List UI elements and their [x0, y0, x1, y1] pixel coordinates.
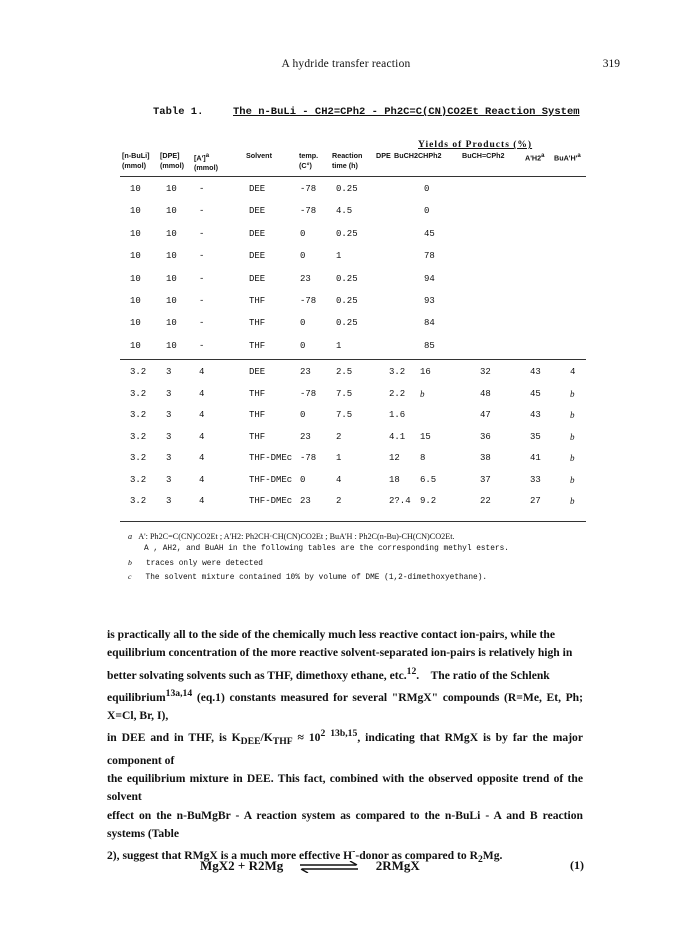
table-cell: -: [199, 251, 205, 262]
table-cell: 45: [530, 388, 541, 399]
table-cell: 6.5: [420, 474, 437, 485]
table-cell: 1.6: [389, 410, 406, 420]
table-cell: 10: [130, 206, 141, 217]
table-cell: 10: [130, 184, 141, 194]
table-cell: -: [199, 318, 205, 329]
table-cell: 3: [166, 453, 172, 463]
table-cell: 2: [336, 496, 342, 506]
footnote-a-line2: A , AH2, and BuAH in the following tables are the corresponding methyl esters.: [144, 545, 509, 553]
table-cell: 4.5: [336, 206, 353, 217]
table-cell: THF-DMEc: [249, 474, 293, 485]
table-cell: 7.5: [336, 410, 353, 420]
table-cell: 10: [166, 228, 177, 239]
body-line-1: is practically all to the side of the chemically much less reactive contact ion-pairs, while the: [107, 628, 556, 641]
table-cell: 3.2: [130, 453, 147, 463]
table-cell: 0: [300, 340, 306, 351]
table-cell: 12: [389, 453, 400, 463]
table-caption: [153, 106, 580, 118]
table-cell: 10: [130, 296, 141, 306]
table-cell: 23: [300, 367, 311, 377]
table-rule-middle: [120, 359, 586, 360]
body-line-7: effect on the n-BuMgBr - A reaction system as compared to the n-BuLi - A and B reaction systems (Table: [107, 808, 583, 840]
table-cell: 3.2: [130, 496, 147, 506]
col-head-nbuli: [n-BuLi] (mmol): [122, 151, 150, 170]
table-cell: 78: [424, 251, 435, 262]
table-cell: 2: [336, 431, 342, 442]
equation-1: [200, 858, 420, 874]
col-head-dpe-yield: DPE: [376, 151, 391, 160]
footnote-b: b traces only were detected: [128, 558, 263, 568]
table-cell: -: [199, 273, 205, 284]
equilibrium-arrow-icon: [296, 861, 362, 873]
table-cell: 10: [130, 251, 141, 262]
table-cell: 43: [530, 367, 541, 377]
table-cell: 3: [166, 496, 172, 506]
table-cell: 10: [130, 318, 141, 329]
table-cell: -78: [300, 388, 317, 399]
table-cell: 4: [199, 474, 205, 485]
table-cell: 23: [300, 431, 311, 442]
table-cell: 10: [166, 273, 177, 284]
table-cell: 47: [480, 410, 491, 420]
table-cell: 23: [300, 496, 311, 506]
body-line-8: 2), suggest that RMgX is a much more effective H--donor as compared to $R_2Mg$.: [107, 846, 503, 866]
col-head-dpe-conc: [DPE] (mmol): [160, 151, 184, 170]
table-cell: 2.5: [336, 367, 353, 377]
table-cell: THF: [249, 388, 266, 399]
table-cell: 2.2: [389, 388, 406, 399]
table-cell: -78: [300, 184, 317, 194]
table-cell: 10: [166, 251, 177, 262]
table-cell: 18: [389, 474, 400, 485]
table-cell: THF: [249, 410, 266, 420]
table-cell: 0.25: [336, 296, 358, 306]
table-cell: 0: [424, 206, 430, 217]
table-cell: 10: [130, 228, 141, 239]
table-cell: 15: [420, 431, 431, 442]
table-cell: 9.2: [420, 496, 437, 506]
table-cell: THF-DMEc: [249, 453, 293, 463]
table-cell: 1: [336, 251, 342, 262]
table-cell: b: [570, 453, 575, 463]
table-cell: 48: [480, 388, 491, 399]
table-cell: 4: [336, 474, 342, 485]
table-cell: 4: [199, 431, 205, 442]
table-cell: 3: [166, 474, 172, 485]
table-cell: 45: [424, 228, 435, 239]
table-cell: -: [199, 340, 205, 351]
col-head-solvent: Solvent: [246, 151, 272, 160]
table-cell: 37: [480, 474, 491, 485]
equation-rhs: 2RMgX: [375, 858, 420, 873]
table-cell: DEE: [249, 184, 266, 194]
table-cell: 1: [336, 340, 342, 351]
table-cell: 0.25: [336, 273, 358, 284]
col-head-a-conc: $[A']^a$ (mmol): [194, 153, 218, 173]
table-cell: 0: [300, 410, 306, 420]
table-cell: 4: [199, 388, 205, 399]
table-cell: 32: [480, 367, 491, 377]
table-cell: 0: [424, 184, 430, 194]
table-rule-top: [120, 176, 586, 177]
table-cell: 36: [480, 431, 491, 442]
page-number: 319: [602, 58, 620, 70]
table-title: The n-BuLi - CH2=CPh2 - Ph2C=C(CN)CO2Et Reaction System: [233, 106, 580, 118]
table-cell: -: [199, 184, 205, 194]
table-cell: b: [420, 388, 425, 399]
col-head-ah2: A'H2$^a$: [525, 153, 545, 163]
table-cell: 3.2: [130, 367, 147, 377]
body-line-6: the equilibrium mixture in DEE. This fact, combined with the observed opposite trend of the solvent: [107, 771, 583, 804]
table-cell: b: [570, 388, 575, 399]
table-cell: 84: [424, 318, 435, 329]
table-cell: 10: [166, 318, 177, 329]
table-cell: 23: [300, 273, 311, 284]
table-cell: 16: [420, 367, 431, 377]
table-cell: b: [570, 410, 575, 420]
table-cell: 4: [199, 367, 205, 377]
table-cell: DEE: [249, 206, 266, 217]
table-cell: 3: [166, 410, 172, 420]
table-cell: -78: [300, 453, 317, 463]
table-cell: 3.2: [130, 388, 147, 399]
table-cell: b: [570, 474, 575, 485]
equation-lhs: MgX2 + R2Mg: [200, 858, 284, 873]
table-cell: 8: [420, 453, 426, 463]
table-cell: 3.2: [130, 431, 147, 442]
footnote-c: c The solvent mixture contained 10% by volume of DME (1,2-dimethoxyethane).: [128, 572, 488, 582]
table-cell: 33: [530, 474, 541, 485]
table-cell: 3.2: [130, 474, 147, 485]
table-cell: 4: [199, 410, 205, 420]
table-cell: 10: [130, 340, 141, 351]
table-cell: THF-DMEc: [249, 496, 293, 506]
table-cell: DEE: [249, 251, 266, 262]
table-cell: 35: [530, 431, 541, 442]
table-cell: 10: [166, 340, 177, 351]
table-cell: 43: [530, 410, 541, 420]
yields-header: Yields of Products (%): [418, 140, 533, 150]
table-cell: 4: [199, 496, 205, 506]
table-cell: THF: [249, 340, 266, 351]
table-cell: THF: [249, 296, 266, 306]
table-cell: 2?.4: [389, 496, 411, 506]
equation-number: (1): [570, 858, 584, 872]
table-cell: 22: [480, 496, 491, 506]
table-cell: 0.25: [336, 318, 358, 329]
col-head-bu-a-h: $BuA'H'^a$: [554, 153, 581, 163]
table-cell: 4: [199, 453, 205, 463]
body-paragraph: [107, 626, 583, 870]
table-cell: 0.25: [336, 184, 358, 194]
table-cell: 0: [300, 318, 306, 329]
running-header-title: A hydride transfer reaction: [281, 58, 411, 70]
table-cell: 10: [166, 206, 177, 217]
body-line-3: better solvating solvents such as THF, dimethoxy ethane, etc.$^{12}$. The ratio of the Schlenk: [107, 665, 550, 682]
footnote-a-line1: a A': Ph2C=C(CN)CO2Et ; A'H2: Ph2CH·CH(CN)CO2Et ; BuA'H : Ph2C(n-Bu)-CH(CN)CO2Et.: [128, 532, 455, 541]
table-cell: 3.2: [389, 367, 406, 377]
body-line-2: equilibrium concentration of the more reactive solvent-separated ion-pairs is relatively high in: [107, 646, 573, 660]
table-cell: -: [199, 206, 205, 217]
col-head-buch-cph2: BuCH=CPh2: [462, 151, 505, 160]
table-cell: 3: [166, 431, 172, 442]
table-cell: 3: [166, 388, 172, 399]
table-cell: -78: [300, 206, 317, 217]
body-line-5: in DEE and in THF, is $K_{DEE}/K_{THF} \approx 10^2$ $^{13b,15}$, indicating that RMgX is by far the major component of: [107, 728, 583, 767]
table-cell: DEE: [249, 228, 266, 239]
table-cell: 93: [424, 296, 435, 306]
table-cell: 41: [530, 453, 541, 463]
table-cell: THF: [249, 318, 266, 329]
table-cell: 7.5: [336, 388, 353, 399]
body-line-4: equilibrium$^{13a,14}$ (eq.1) constants measured for several "RMgX" compounds (R=Me, Et, Ph; X=Cl, Br, I),: [107, 687, 583, 722]
table-cell: 3: [166, 367, 172, 377]
table-cell: -: [199, 296, 205, 306]
table-label: Table 1.: [153, 106, 204, 118]
table-cell: 0: [300, 474, 306, 485]
table-cell: 0.25: [336, 228, 358, 239]
table-cell: b: [570, 496, 575, 506]
table-cell: 27: [530, 496, 541, 506]
table-cell: 1: [336, 453, 342, 463]
table-cell: 3.2: [130, 410, 147, 420]
table-cell: 0: [300, 228, 306, 239]
table-cell: -: [199, 228, 205, 239]
col-head-buch2chph2: BuCH2CHPh2: [394, 151, 442, 160]
table-cell: 10: [166, 184, 177, 194]
table-rule-bottom: [120, 521, 586, 522]
table-cell: -78: [300, 296, 317, 306]
table-cell: 0: [300, 251, 306, 262]
table-cell: 4.1: [389, 431, 406, 442]
col-head-reaction-time: Reaction time (h): [332, 151, 363, 170]
table-cell: 10: [130, 273, 141, 284]
table-cell: 94: [424, 273, 435, 284]
table-cell: DEE: [249, 367, 266, 377]
table-cell: b: [570, 431, 575, 442]
table-cell: 85: [424, 340, 435, 351]
table-cell: DEE: [249, 273, 266, 284]
table-cell: THF: [249, 431, 266, 442]
table-cell: 10: [166, 296, 177, 306]
table-cell: 4: [570, 367, 576, 377]
col-head-temp: temp. (C°): [299, 151, 319, 170]
table-cell: 38: [480, 453, 491, 463]
